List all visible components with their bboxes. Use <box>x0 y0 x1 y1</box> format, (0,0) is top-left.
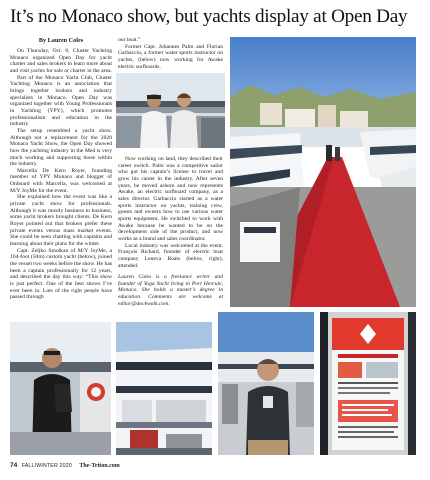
issue-label: FALL/WINTER 2020 <box>21 463 72 469</box>
paragraph: Part of the Monaco Yacht Club, Cluster Yachting Monaco is an association that brings together brokers and industry specialists in Monaco. Open Day was organized together with Young Professionals in Yachting (YPY), which promotes professionalism and education in the industry. <box>10 74 112 128</box>
paragraph: She explained how the event was like a private yacht show for professionals. Although it was mostly business to business, some yacht brokers brought clients. De Kern Royer pointed out that brokers prefer these private events versus mass market events. She could be seen chatting with captains and learning about their plans for the winter. <box>10 194 112 248</box>
photo-leneva-founder <box>218 312 314 455</box>
photo-harbor-red-carpet <box>230 37 416 307</box>
paragraph: On Thursday, Oct. 8, Cluster Yachting Monaco organized Open Day for yacht charter and sales brokers to learn more about and visit yachts for sale or charter in the area. <box>10 48 112 74</box>
photo-awake-team <box>116 73 225 148</box>
byline: By Lauren Coles <box>38 37 84 44</box>
article-column-1 <box>10 37 112 317</box>
paragraph: Capt. Zeljko Smolkan of M/Y JoyMe, a 164-foot (50m) custom yacht (below), joined the vessel two weeks before the show. He has been a captain professionally for 12 years, and described the day this way: “This show is just perfect. One of the best shows I’ve ever been in. Lots of the right people have passed through <box>10 247 112 301</box>
paragraph: Now working on land, they described their career switch. Palm was a competitive sailor who got his captain’s license to travel and grow his career in the industry. After seven years, he moved ashore and now represents Awake, an electric surfboard company, as a sales director. Garbaccio started as a water sports instructor on yachts, training crew, guests and owners how to use various water sports equipment. He switched to work with Awake because he wanted to be on the development side of the product, and now works as a brand and sales coordinator. <box>118 156 223 242</box>
photo-leneva-poster <box>320 312 416 455</box>
page-footer <box>10 461 120 471</box>
article-headline: It’s no Monaco show, but yachts display at Open Day <box>10 6 408 27</box>
paragraph: our boat.” <box>118 37 141 43</box>
publication-brand: The-Triton.com <box>79 463 120 469</box>
author-bio: Lauren Coles is a freelance writer and founder of Yoga Yacht living in Port Hercule, Monaco. She holds a master’s degree in education. Comments are welcome at editor@dockwalk.com. <box>118 274 223 307</box>
article-column-2-bottom <box>118 156 223 322</box>
paragraph: Local industry was welcomed at the event. François Richard, founder of electric boat company Leneva Boats (below, right), attended. <box>118 242 223 269</box>
paragraph: Former Capt. Johannes Palm and Florian Garbaccio, a former water sports instructor on yachts, (below) now working for Awake electric surfboards. <box>118 43 223 70</box>
paragraph: The setup resembled a yacht show. Although not a replacement for the 2020 Monaco Yacht Show, the Open Day showed how the yachting industry in the Med is very much working and supporting those within the industry. <box>10 127 112 168</box>
photo-captain <box>10 322 111 455</box>
paragraph: Marcella De Kern Royer, founding member of YPY Monaco and blogger of Onboard with Marcella, was welcomed at M/Y JoyMe for the event. <box>10 167 112 194</box>
page-number: 74 <box>10 462 18 469</box>
photo-yacht-stern <box>116 322 212 455</box>
